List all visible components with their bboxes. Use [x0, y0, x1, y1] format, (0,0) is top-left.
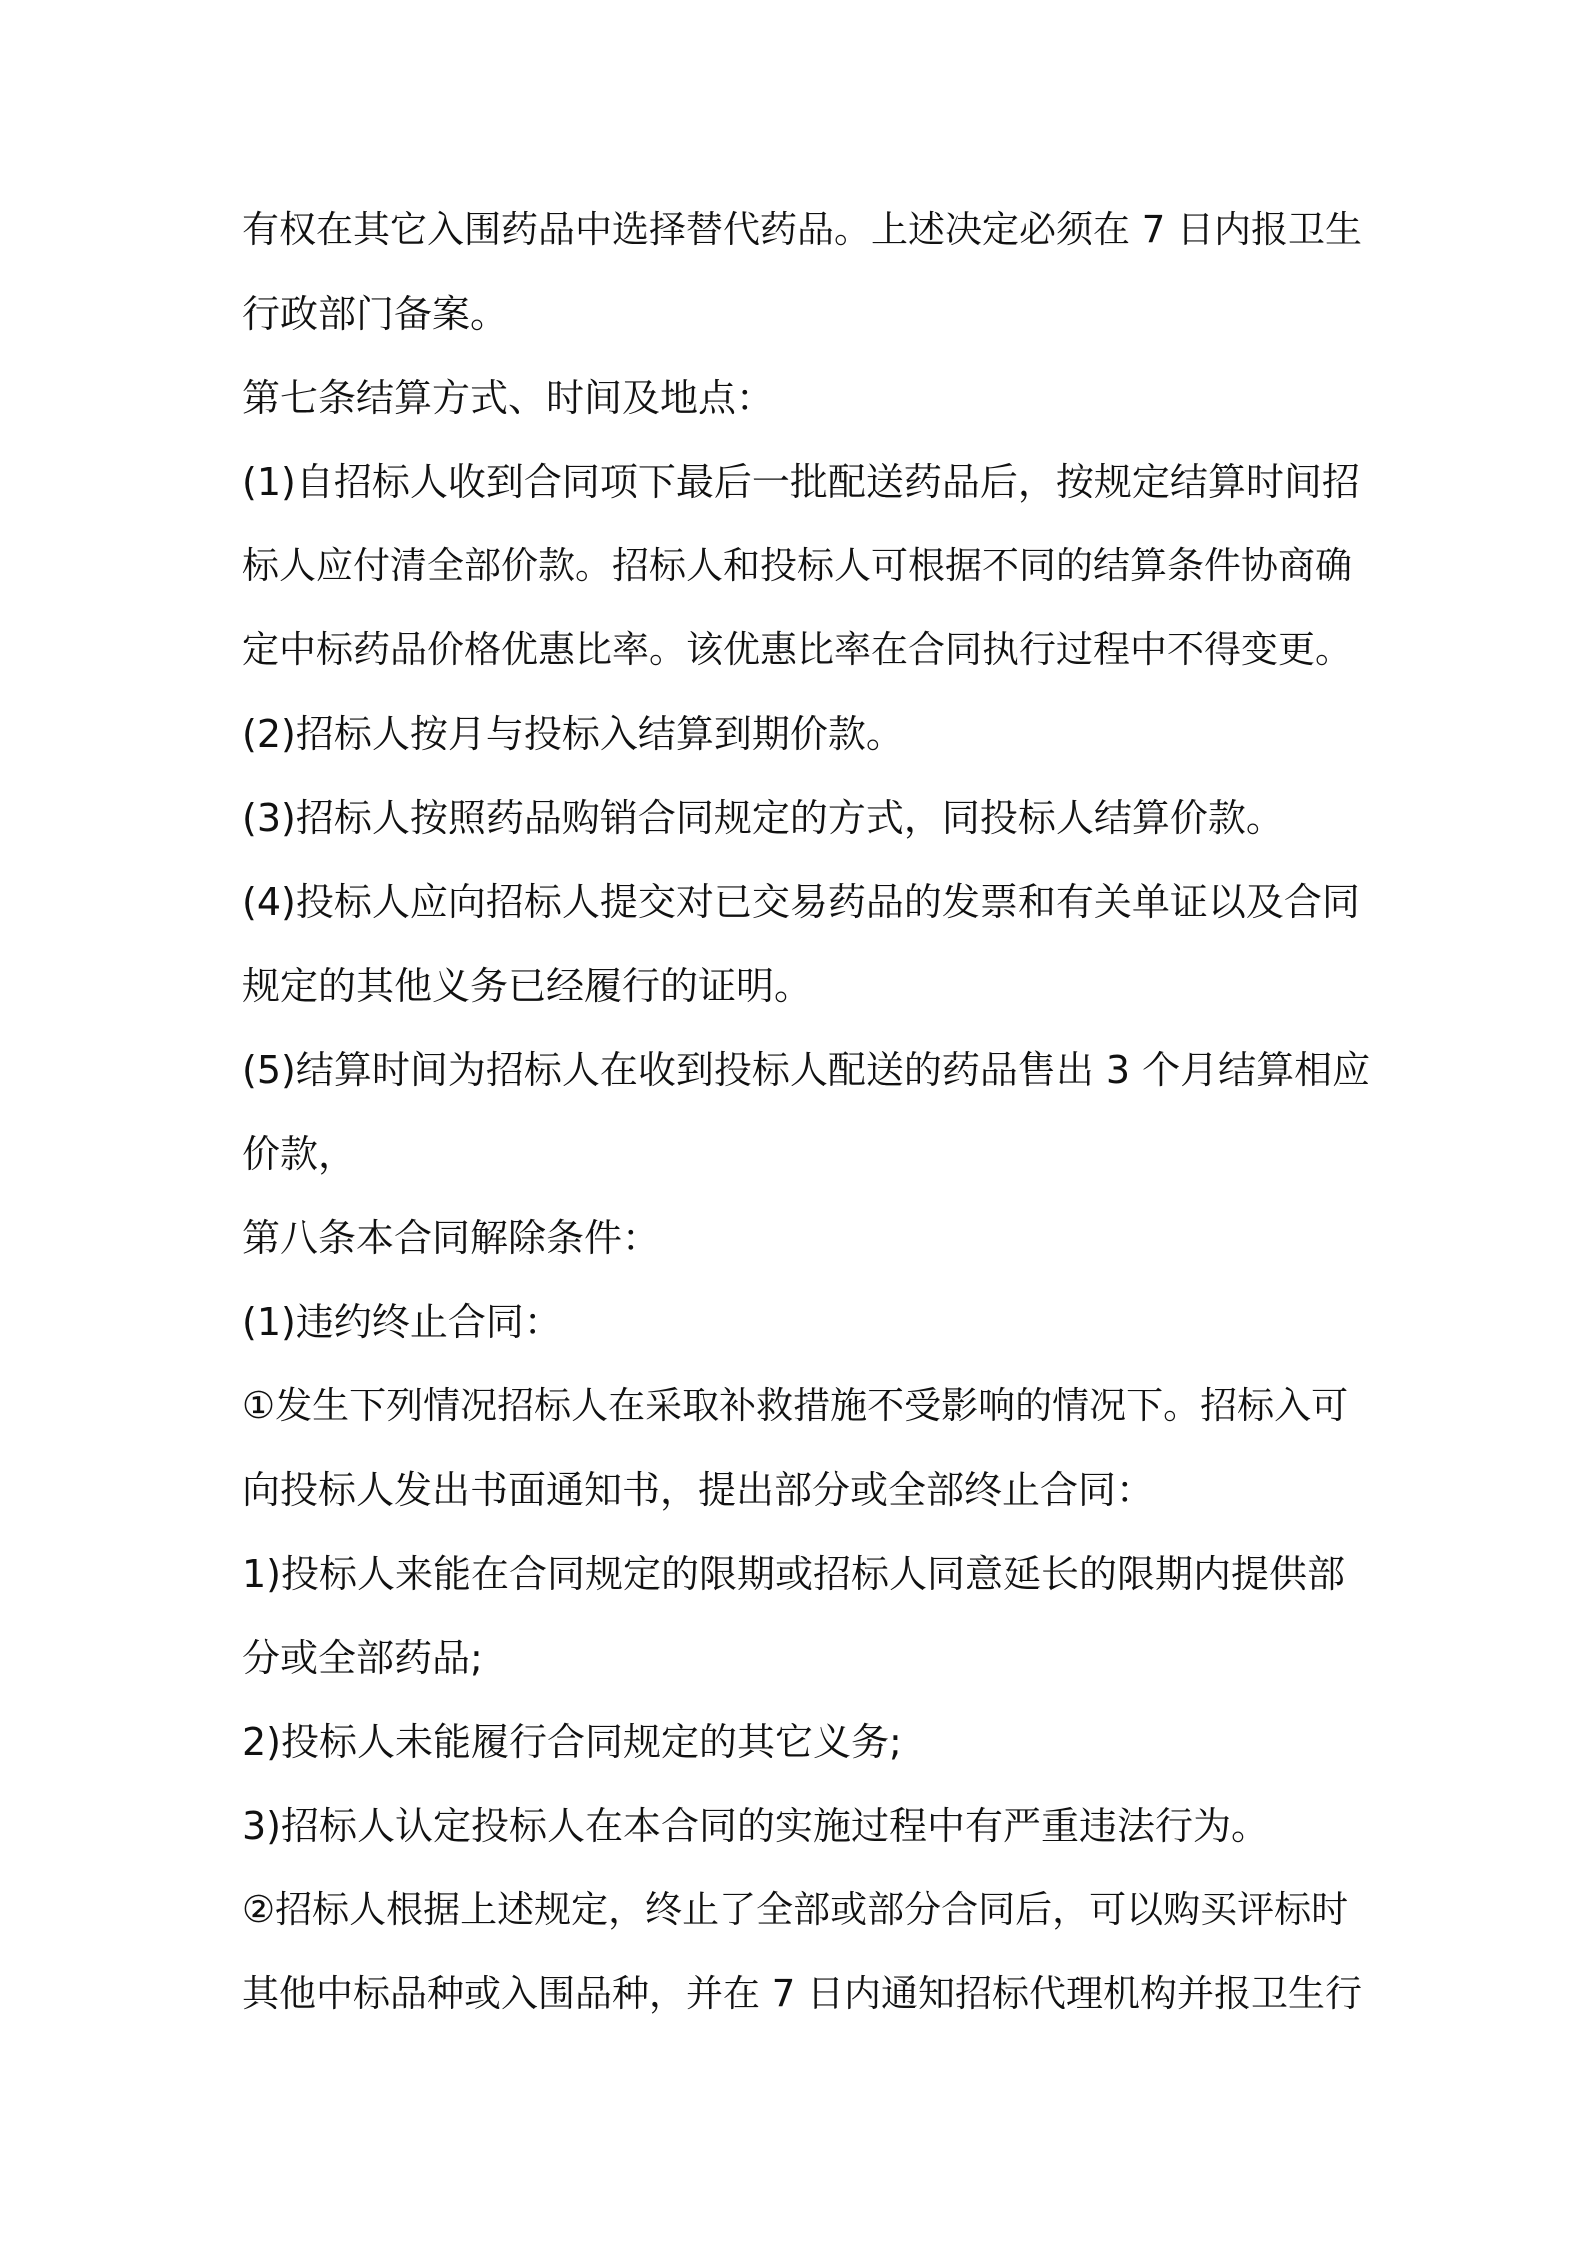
- text-line: 定中标药品价格优惠比率。该优惠比率在合同执行过程中不得变更。: [242, 628, 1352, 671]
- text-line: 行政部门备案。: [242, 292, 509, 336]
- text-line: (1)自招标人收到合同项下最后一批配送药品后，按规定结算时间招: [242, 460, 1360, 504]
- text-line: ①发生下列情况招标人在采取补救措施不受影响的情况下。招标入可: [242, 1384, 1349, 1427]
- text-line: 2)投标人未能履行合同规定的其它义务;: [242, 1720, 902, 1764]
- text-line: 价款，: [242, 1132, 357, 1176]
- text-line: 1)投标人来能在合同规定的限期或招标人同意延长的限期内提供部: [242, 1552, 1346, 1596]
- text-line: 其他中标品种或入围品种，并在 7 日内通知招标代理机构并报卫生行: [242, 1972, 1363, 2015]
- text-line: (5)结算时间为招标人在收到投标人配送的药品售出 3 个月结算相应: [242, 1048, 1371, 1092]
- text-line: (4)投标人应向招标人提交对已交易药品的发票和有关单证以及合同: [242, 880, 1360, 924]
- text-line: 向投标人发出书面通知书，提出部分或全部终止合同：: [242, 1468, 1155, 1512]
- text-line: 3)招标人认定投标人在本合同的实施过程中有严重违法行为。: [242, 1804, 1270, 1848]
- text-line: 有权在其它入围药品中选择替代药品。上述决定必须在 7 日内报卫生: [242, 208, 1363, 251]
- document-body: [242, 188, 1372, 2036]
- article-heading: 第八条本合同解除条件：: [242, 1216, 661, 1260]
- text-line: 规定的其他义务已经履行的证明。: [242, 964, 813, 1008]
- article-heading: 第七条结算方式、时间及地点：: [242, 376, 775, 420]
- text-line: ②招标人根据上述规定，终止了全部或部分合同后，可以购买评标时: [242, 1888, 1349, 1931]
- text-line: (1)违约终止合同：: [242, 1300, 562, 1344]
- text-line: 标人应付清全部价款。招标人和投标人可根据不同的结算条件协商确: [242, 544, 1352, 587]
- text-line: (2)招标人按月与投标入结算到期价款。: [242, 712, 904, 756]
- text-line: 分或全部药品;: [242, 1636, 483, 1680]
- text-line: (3)招标人按照药品购销合同规定的方式，同投标人结算价款。: [242, 796, 1284, 840]
